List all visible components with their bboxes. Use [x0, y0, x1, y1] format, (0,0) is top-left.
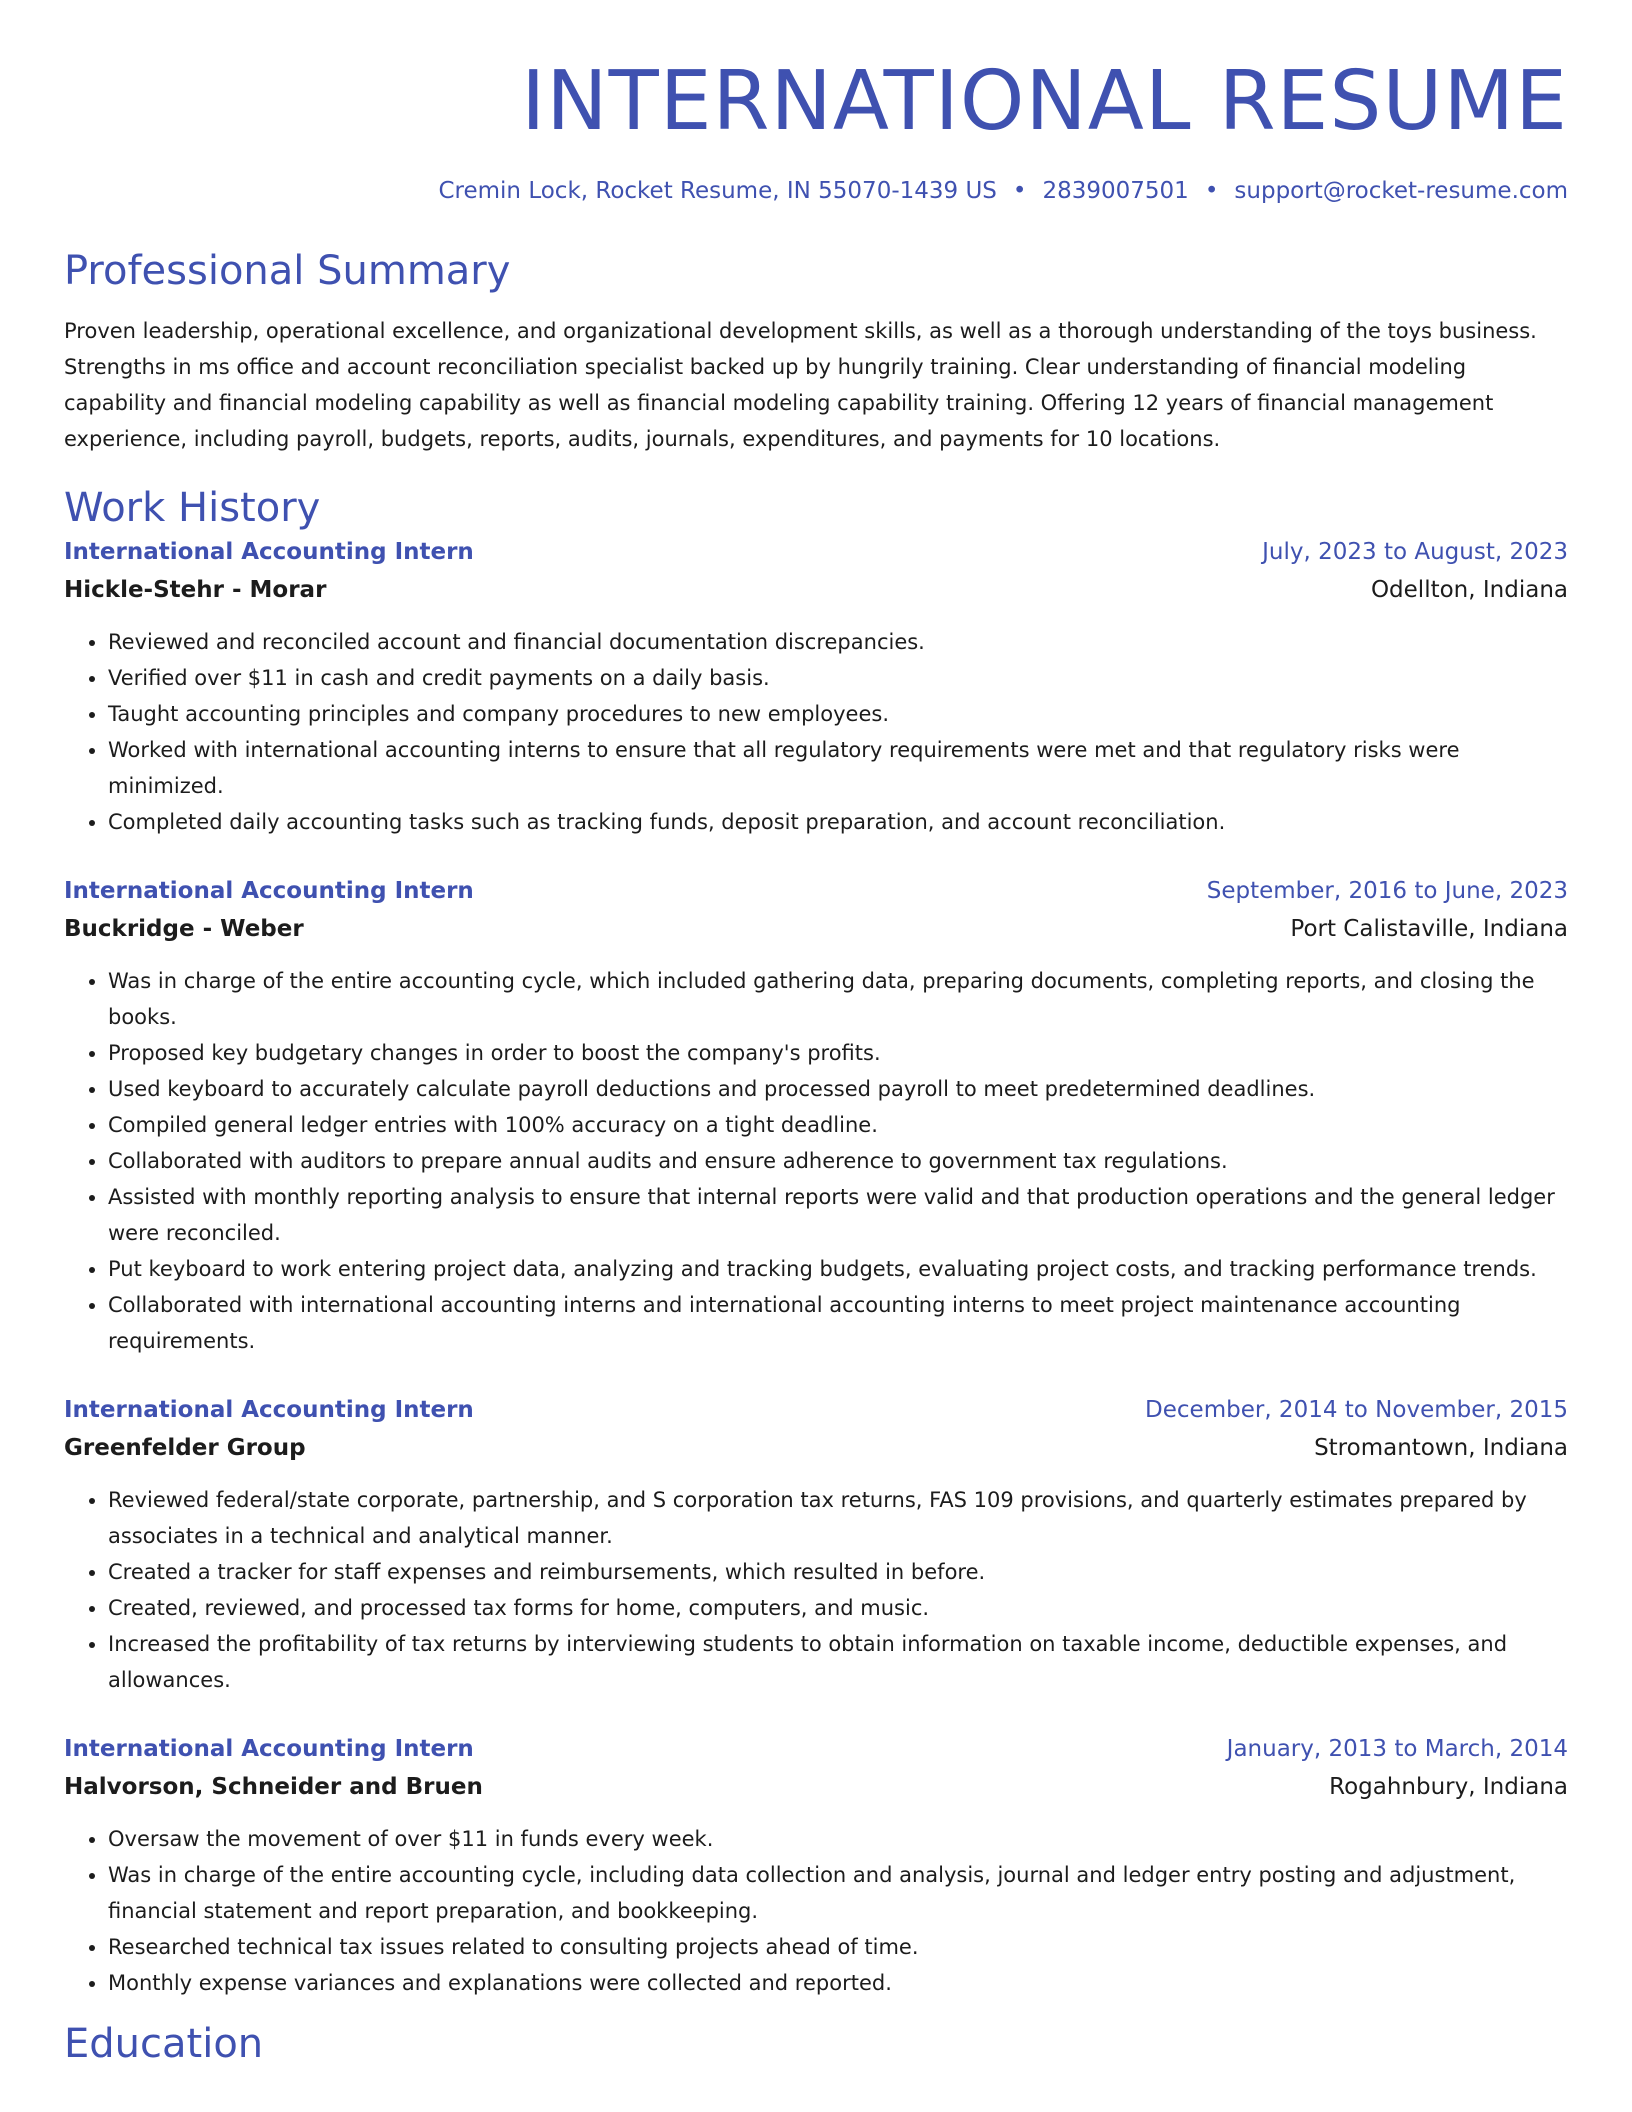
- job-bullet: • Completed daily accounting tasks such as tracking funds, deposit preparation, and account reconciliation.: [108, 804, 1568, 840]
- job-title: International Accounting Intern: [64, 1397, 474, 1423]
- summary-text: Proven leadership, operational excellence, and organizational development skills, as well as a thorough understanding of the toys business. Strengths in ms office and account reconciliation specialist backed up by hungrily training. Clear understanding of financial modeling capability and financial modeling capability as well as financial modeling capability training. Offering 12 years of financial management experience, including payroll, budgets, reports, audits, journals, expenditures, and payments for 10 locations.: [64, 319, 1537, 451]
- job-bullet: • Assisted with monthly reporting analysis to ensure that internal reports were valid and that production operations and the general ledger were reconciled.: [108, 1179, 1568, 1251]
- job-bullet: • Compiled general ledger entries with 100% accuracy on a tight deadline.: [108, 1107, 1568, 1143]
- job-header-row: [64, 872, 1568, 910]
- job-entry: [64, 872, 1568, 1359]
- job-location: Odellton, Indiana: [1370, 577, 1568, 603]
- job-bullet: • Oversaw the movement of over $11 in funds every week.: [108, 1821, 1568, 1857]
- job-company-row: [64, 910, 1568, 948]
- contact-email: support@rocket-resume.com: [1234, 178, 1568, 204]
- job-company: Halvorson, Schneider and Bruen: [64, 1774, 483, 1800]
- job-bullet: • Created, reviewed, and processed tax forms for home, computers, and music.: [108, 1590, 1568, 1626]
- education-heading: Education: [64, 2021, 264, 2067]
- job-bullet: • Reviewed and reconciled account and financial documentation discrepancies.: [108, 624, 1568, 660]
- job-bullet: • Reviewed federal/state corporate, partnership, and S corporation tax returns, FAS 109 provisions, and quarterly estimates prepared by associates in a technical and analytical manner.: [108, 1482, 1568, 1554]
- job-bullet: • Taught accounting principles and company procedures to new employees.: [108, 696, 1568, 732]
- job-bullet: • Researched technical tax issues related to consulting projects ahead of time.: [108, 1929, 1568, 1965]
- job-header-row: [64, 533, 1568, 571]
- job-entry: [64, 1730, 1568, 2001]
- job-company-row: [64, 1768, 1568, 1806]
- job-bullet: • Proposed key budgetary changes in order to boost the company's profits.: [108, 1035, 1568, 1071]
- contact-phone: 2839007501: [1042, 178, 1189, 204]
- contact-address: Cremin Lock, Rocket Resume, IN 55070-1439 US: [438, 178, 997, 204]
- job-dates: January, 2013 to March, 2014: [1226, 1736, 1568, 1762]
- job-company: Hickle-Stehr - Morar: [64, 577, 327, 603]
- job-bullet-list: [64, 963, 1568, 1359]
- job-dates: December, 2014 to November, 2015: [1145, 1397, 1568, 1423]
- job-dates: September, 2016 to June, 2023: [1206, 878, 1568, 904]
- job-bullet-list: [64, 1482, 1568, 1698]
- contact-separator: •: [1012, 178, 1027, 204]
- summary-heading: Professional Summary: [64, 248, 511, 294]
- job-header-row: [64, 1391, 1568, 1429]
- job-bullet: • Put keyboard to work entering project data, analyzing and tracking budgets, evaluating project costs, and tracking performance trends.: [108, 1251, 1568, 1287]
- job-entry: [64, 1391, 1568, 1698]
- job-dates: July, 2023 to August, 2023: [1262, 539, 1568, 565]
- job-entry: [64, 533, 1568, 840]
- job-bullet-list: [64, 624, 1568, 840]
- job-title: International Accounting Intern: [64, 539, 474, 565]
- job-bullet: • Used keyboard to accurately calculate payroll deductions and processed payroll to meet predetermined deadlines.: [108, 1071, 1568, 1107]
- job-location: Port Calistaville, Indiana: [1290, 916, 1568, 942]
- job-bullet: • Verified over $11 in cash and credit payments on a daily basis.: [108, 660, 1568, 696]
- job-company-row: [64, 1429, 1568, 1467]
- job-bullet-list: [64, 1821, 1568, 2001]
- contact-line: [64, 176, 1568, 206]
- job-company: Buckridge - Weber: [64, 916, 304, 942]
- work-history-list: [64, 533, 1568, 2001]
- work-history-heading: Work History: [64, 485, 321, 531]
- job-location: Stromantown, Indiana: [1314, 1435, 1568, 1461]
- job-bullet: • Was in charge of the entire accounting cycle, including data collection and analysis, journal and ledger entry posting and adjustment, financial statement and report preparation, and bookkeeping.: [108, 1857, 1568, 1929]
- job-bullet: • Collaborated with auditors to prepare annual audits and ensure adherence to government tax regulations.: [108, 1143, 1568, 1179]
- contact-separator: •: [1204, 178, 1219, 204]
- job-bullet: • Monthly expense variances and explanations were collected and reported.: [108, 1965, 1568, 2001]
- job-title: International Accounting Intern: [64, 1736, 474, 1762]
- job-location: Rogahnbury, Indiana: [1329, 1774, 1568, 1800]
- job-bullet: • Collaborated with international accounting interns and international accounting interns to meet project maintenance accounting requirements.: [108, 1287, 1568, 1359]
- job-company-row: [64, 571, 1568, 609]
- job-bullet: • Worked with international accounting interns to ensure that all regulatory requirements were met and that regulatory risks were minimized.: [108, 732, 1568, 804]
- job-title: International Accounting Intern: [64, 878, 474, 904]
- job-company: Greenfelder Group: [64, 1435, 306, 1461]
- page-title: INTERNATIONAL RESUME: [521, 54, 1568, 149]
- job-bullet: • Increased the profitability of tax returns by interviewing students to obtain information on taxable income, deductible expenses, and allowances.: [108, 1626, 1568, 1698]
- job-header-row: [64, 1730, 1568, 1768]
- job-bullet: • Created a tracker for staff expenses and reimbursements, which resulted in before.: [108, 1554, 1568, 1590]
- job-bullet: • Was in charge of the entire accounting cycle, which included gathering data, preparing documents, completing reports, and closing the books.: [108, 963, 1568, 1035]
